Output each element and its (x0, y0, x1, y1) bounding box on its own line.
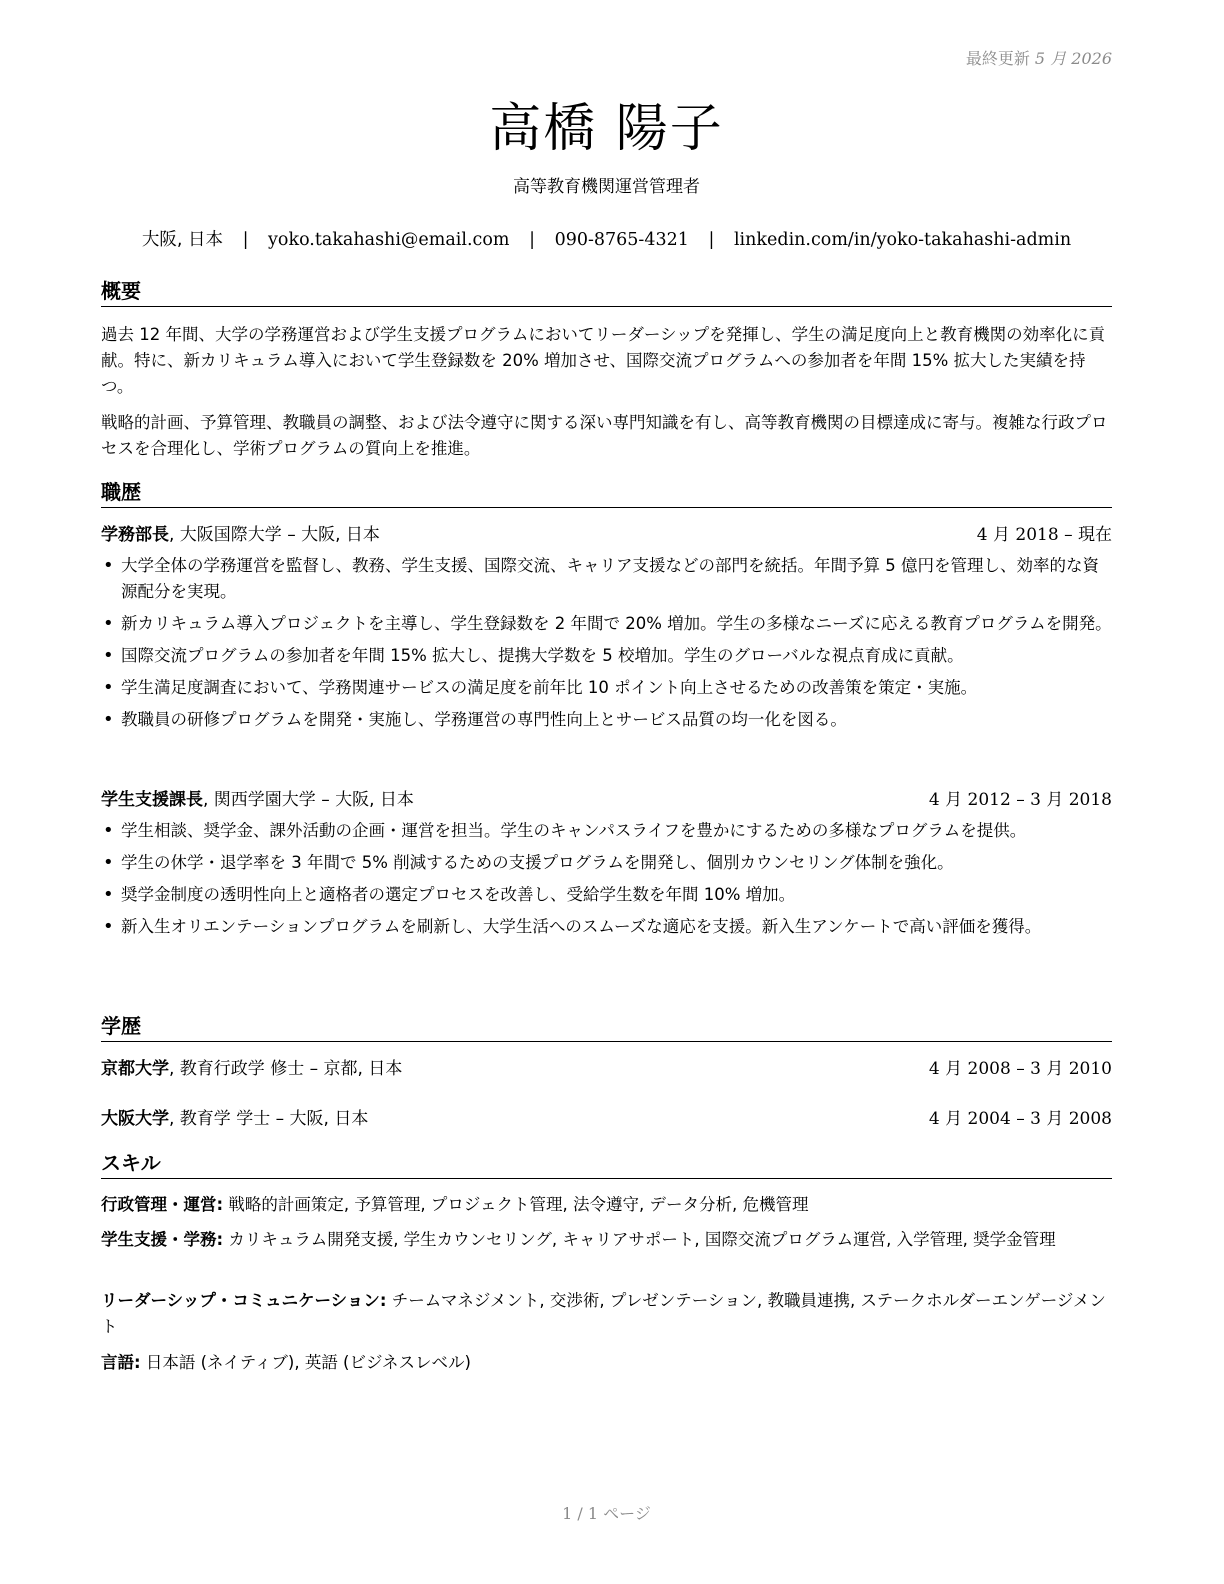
list-item: • 大学全体の学務運営を監督し、教務、学生支援、国際交流、キャリア支援などの部門を統括。年間予算 5 億円を管理し、効率的な資源配分を実現。 (101, 553, 1112, 605)
education-item (101, 1107, 1112, 1131)
section-title-education: 学歴 (101, 1013, 1112, 1042)
skill-row (101, 1227, 1112, 1253)
list-item: • 新カリキュラム導入プロジェクトを主導し、学生登録数を 2 年間で 20% 増加。学生の多様なニーズに応える教育プログラムを開発。 (101, 611, 1112, 637)
list-item: • 学生の休学・退学率を 3 年間で 5% 削減するための支援プログラムを開発し、個別カウンセリング体制を強化。 (101, 850, 1112, 876)
list-item: • 学生相談、奨学金、課外活動の企画・運営を担当。学生のキャンパスライフを豊かにするための多様なプログラムを提供。 (101, 818, 1112, 844)
skill-value: 日本語 (ネイティブ), 英語 (ビジネスレベル) (140, 1353, 471, 1372)
skill-row (101, 1350, 1112, 1376)
job-bullets (101, 818, 1112, 946)
education-item (101, 1057, 1112, 1081)
job-dates: 4 月 2012 – 3 月 2018 (928, 790, 1112, 810)
section-title-summary: 概要 (101, 278, 1112, 307)
job-bullets (101, 553, 1112, 739)
education-school: 大阪大学 (101, 1109, 169, 1129)
resume-page (101, 0, 1112, 1584)
job-header (101, 788, 1112, 812)
education-detail: , 教育行政学 修士 – 京都, 日本 (169, 1059, 403, 1079)
list-item: • 奨学金制度の透明性向上と適格者の選定プロセスを改善し、受給学生数を年間 10% 増加。 (101, 882, 1112, 908)
contact-separator: | (708, 230, 715, 250)
education-school: 京都大学 (101, 1059, 169, 1079)
candidate-name: 高橋 陽子 (489, 99, 724, 159)
education-dates: 4 月 2004 – 3 月 2008 (928, 1109, 1112, 1129)
skill-label: 学生支援・学務: (101, 1230, 224, 1249)
list-item: • 国際交流プログラムの参加者を年間 15% 拡大し、提携大学数を 5 校増加。学生のグローバルな視点育成に貢献。 (101, 643, 1112, 669)
skill-value: チームマネジメント, 交渉術, プレゼンテーション, 教職員連携, ステークホルダーエンゲージメント (101, 1291, 1106, 1336)
job-org: , 大阪国際大学 – 大阪, 日本 (169, 525, 380, 545)
list-item: • 新入生オリエンテーションプログラムを刷新し、大学生活へのスムーズな適応を支援。新入生アンケートで高い評価を獲得。 (101, 914, 1112, 940)
job-position: 学生支援課長 (101, 790, 203, 810)
contact-line (101, 226, 1112, 251)
section-title-skills: スキル (101, 1150, 1112, 1179)
candidate-role: 高等教育機関運営管理者 (513, 177, 700, 197)
contact-separator: | (529, 230, 535, 250)
job-dates: 4 月 2018 – 現在 (976, 525, 1112, 545)
job-title-org (101, 790, 414, 810)
job-position: 学務部長 (101, 525, 169, 545)
skill-value: 戦略的計画策定, 予算管理, プロジェクト管理, 法令遵守, データ分析, 危機管理 (223, 1195, 809, 1214)
list-item: • 教職員の研修プログラムを開発・実施し、学務運営の専門性向上とサービス品質の均一化を図る。 (101, 707, 1112, 733)
page-number: 1 / 1 ページ (562, 1504, 651, 1523)
skill-value: カリキュラム開発支援, 学生カウンセリング, キャリアサポート, 国際交流プログラム運営, 入学管理, 奨学金管理 (223, 1230, 1056, 1249)
job-title-org (101, 525, 380, 545)
skill-row (101, 1288, 1112, 1340)
job-header (101, 523, 1112, 547)
job-org: , 関西学園大学 – 大阪, 日本 (203, 790, 414, 810)
skill-label: 行政管理・運営: (101, 1195, 224, 1214)
last-updated-label: 最終更新 (965, 49, 1030, 68)
education-school-degree (101, 1109, 368, 1129)
last-updated (966, 46, 1112, 69)
contact-location: 大阪, 日本 (141, 230, 223, 250)
summary-paragraph: 戦略的計画、予算管理、教職員の調整、および法令遵守に関する深い専門知識を有し、高等教育機関の目標達成に寄与。複雑な行政プロセスを合理化し、学術プログラムの質向上を推進。 (101, 413, 1108, 458)
contact-email[interactable]: yoko.takahashi@email.com (268, 230, 510, 250)
contact-separator: | (242, 230, 249, 250)
summary-paragraph: 過去 12 年間、大学の学務運営および学生支援プログラムにおいてリーダーシップを発揮し、学生の満足度向上と教育機関の効率化に貢献。特に、新カリキュラム導入において学生登録数を 20% 増加させ、国際交流プログラムへの参加者を年間 15% 拡大した実績を持つ。 (101, 325, 1106, 396)
skill-label: 言語: (101, 1353, 141, 1372)
education-detail: , 教育学 学士 – 大阪, 日本 (169, 1109, 369, 1129)
education-dates: 4 月 2008 – 3 月 2010 (928, 1059, 1112, 1079)
list-item: • 学生満足度調査において、学務関連サービスの満足度を前年比 10 ポイント向上させるための改善策を策定・実施。 (101, 675, 1112, 701)
skill-row (101, 1192, 1112, 1218)
last-updated-value: 5 月 2026 (1034, 49, 1112, 68)
contact-phone: 090-8765-4321 (554, 230, 689, 250)
education-school-degree (101, 1059, 402, 1079)
section-title-experience: 職歴 (101, 479, 1112, 508)
skill-label: リーダーシップ・コミュニケーション: (101, 1291, 387, 1310)
contact-linkedin[interactable]: linkedin.com/in/yoko-takahashi-admin (733, 230, 1072, 250)
